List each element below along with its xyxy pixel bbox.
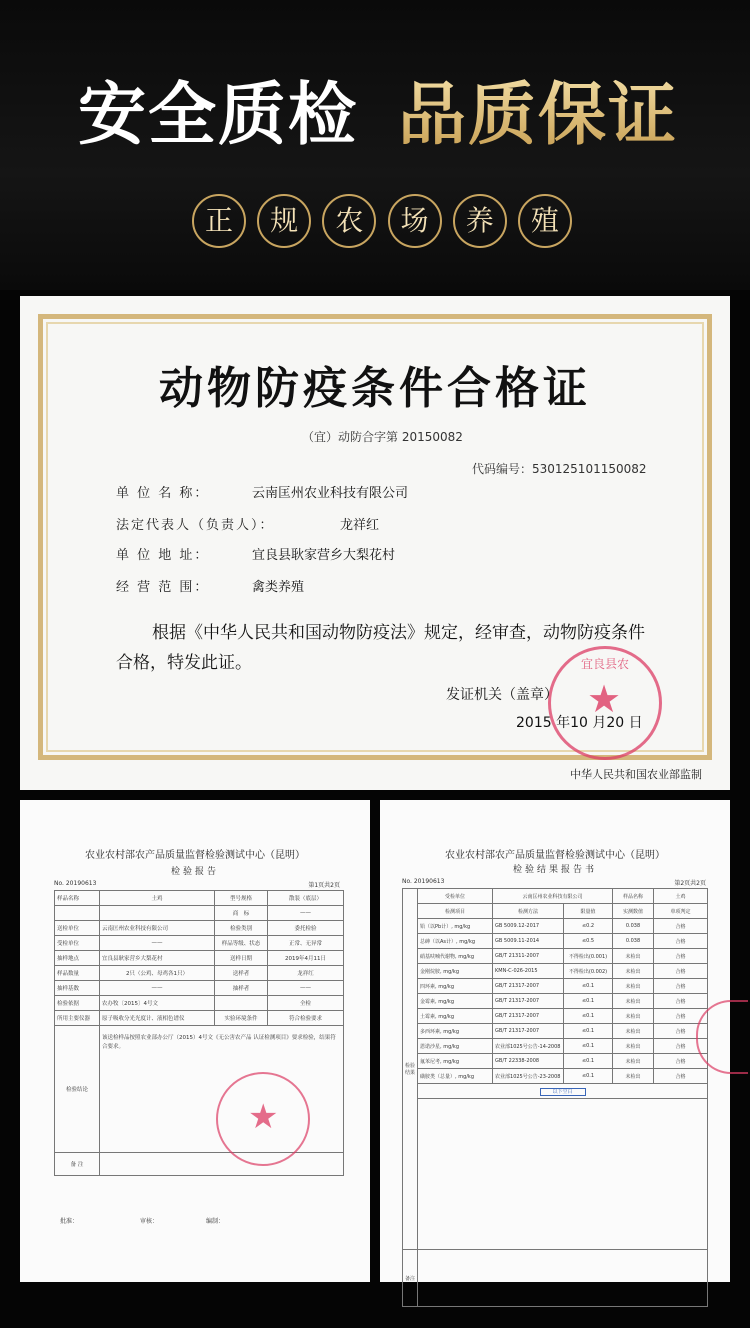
table-row: 金霉素, mg/kg GB/T 21317-2007 ≤0.1 未检出 合格 — [403, 994, 708, 1009]
headline-quality: 品质保证 — [398, 70, 678, 160]
seal-text: 宜良县农 — [580, 657, 629, 671]
field-address: 单 位 地 址： 宜良县耿家营乡大梨花村 — [116, 548, 396, 563]
table-row: 检验结果 受检单位 云南匡州农业科技有限公司 样品名称 土鸡 — [403, 889, 708, 904]
certificate-title: 动物防疫条件合格证 — [159, 363, 591, 414]
report-page: 第1页共2页 — [308, 882, 340, 889]
inspection-report-page2 — [380, 800, 730, 1282]
star-icon: ★ — [248, 1097, 279, 1137]
table-row: 所用主要仪器 原子吸收分光光度计、液相色谱仪 实验环境条件 符合检验要求 — [55, 1011, 344, 1026]
blank-row — [403, 1084, 708, 1099]
badge-char: 农 — [322, 194, 376, 248]
headline-safety: 安全质检 — [78, 75, 359, 155]
table-row: 商 标 —— — [55, 906, 344, 921]
empty-area — [403, 1099, 708, 1250]
report-subtitle: 检验结果报告书 — [512, 865, 597, 875]
report-number: No. 20190613 — [402, 878, 445, 885]
certificate-footer: 中华人民共和国农业部监制 — [570, 768, 702, 781]
table-row: 铅（以Pb计）, mg/kg GB 5009.12-2017 ≤0.2 0.038 合格 — [403, 919, 708, 934]
field-legal-rep: 法定代表人（负责人）： 龙祥红 — [116, 518, 380, 533]
field-unit-name: 单 位 名 称： 云南匡州农业科技有限公司 — [116, 486, 409, 501]
results-table — [402, 888, 708, 1307]
reviewer-label: 审核： — [140, 1218, 159, 1225]
remark-row: 备注 — [403, 1250, 708, 1307]
table-row: 样品数量 2只（公鸡、母鸡各1只） 送样者 龙祥红 — [55, 966, 344, 981]
star-icon: ★ — [587, 677, 622, 721]
report-title: 农业农村部农产品质量监督检验测试中心（昆明） — [85, 850, 305, 861]
issue-date: 2015 年10 月20 日 — [516, 715, 643, 731]
badge-char: 规 — [257, 194, 311, 248]
certificate — [20, 296, 730, 790]
inspection-seal — [216, 1072, 310, 1166]
table-row: 多西环素, mg/kg GB/T 21317-2007 ≤0.1 未检出 合格 — [403, 1024, 708, 1039]
certificate-number: （宜）动防合字第 20150082 — [302, 430, 463, 444]
table-row: 恩诺沙星, mg/kg 农业部1025号公告-14-2008 ≤0.1 未检出 合格 — [403, 1039, 708, 1054]
blank-mark: 以下空白 — [540, 1088, 586, 1096]
badge-char: 场 — [388, 194, 442, 248]
report-page: 第2页共2页 — [674, 880, 706, 887]
conclusion-row: 检验结论 该送检样品按照农业部办公厅（2015）4号文《无公害农产品 认证检测项目》要求检验，结果符合要求。 — [55, 1026, 344, 1153]
table-row: 检测项目 检测方法 限量值 实测数值 单项判定 — [403, 904, 708, 919]
table-row: 抽样地点 宜良县耿家营乡大梨花村 送样日期 2019年4月11日 — [55, 951, 344, 966]
compiler-label: 编制： — [206, 1218, 225, 1225]
badge-row — [192, 194, 572, 250]
table-row: 抽样基数 —— 抽样者 —— — [55, 981, 344, 996]
certificate-body: 根据《中华人民共和国动物防疫法》规定，经审查，动物防疫条件合格，特发此证。 — [116, 623, 645, 673]
table-row: 送检单位 云南匡州农业科技有限公司 检验类别 委托检验 — [55, 921, 344, 936]
badge-char: 正 — [192, 194, 246, 248]
report-subtitle: 检验报告 — [170, 867, 219, 877]
header-banner — [0, 0, 750, 290]
table-row: 受检单位 —— 样品等级、状态 正常、无异常 — [55, 936, 344, 951]
table-row: 磺胺类（总量）, mg/kg 农业部1025号公告-23-2008 ≤0.1 未检出 合格 — [403, 1069, 708, 1084]
badge-char: 养 — [453, 194, 507, 248]
table-row: 检验依据 农办牧〔2015〕4号文 全检 — [55, 996, 344, 1011]
inspection-report-page1 — [20, 800, 370, 1282]
field-scope: 经 营 范 围： 禽类养殖 — [116, 580, 305, 595]
badge-char: 殖 — [518, 194, 572, 248]
remark-row: 备 注 — [55, 1153, 344, 1176]
approver-label: 批准： — [60, 1218, 79, 1225]
table-row: 总砷（以As计）, mg/kg GB 5009.11-2014 ≤0.5 0.038 合格 — [403, 934, 708, 949]
table-row: 氟苯尼考, mg/kg GB/T 22338-2008 ≤0.1 未检出 合格 — [403, 1054, 708, 1069]
table-row: 四环素, mg/kg GB/T 21317-2007 ≤0.1 未检出 合格 — [403, 979, 708, 994]
certificate-code: 代码编号：530125101150082 — [472, 462, 647, 476]
report-title: 农业农村部农产品质量监督检验测试中心（昆明） — [445, 850, 665, 861]
report-number: No. 20190613 — [54, 880, 97, 887]
table-row: 硝基呋喃代谢物, mg/kg GB/T 21311-2007 不得检出(0.001) 未检出 合格 — [403, 949, 708, 964]
issuing-authority: 发证机关（盖章） — [446, 687, 558, 703]
table-row: 土霉素, mg/kg GB/T 21317-2007 ≤0.1 未检出 合格 — [403, 1009, 708, 1024]
official-seal — [548, 646, 662, 760]
table-row: 金刚烷胺, mg/kg KMN-C-026-2015 不得检出(0.002) 未检出 合格 — [403, 964, 708, 979]
table-row: 样品名称 土鸡 型号规格 散装（底层） — [55, 891, 344, 906]
